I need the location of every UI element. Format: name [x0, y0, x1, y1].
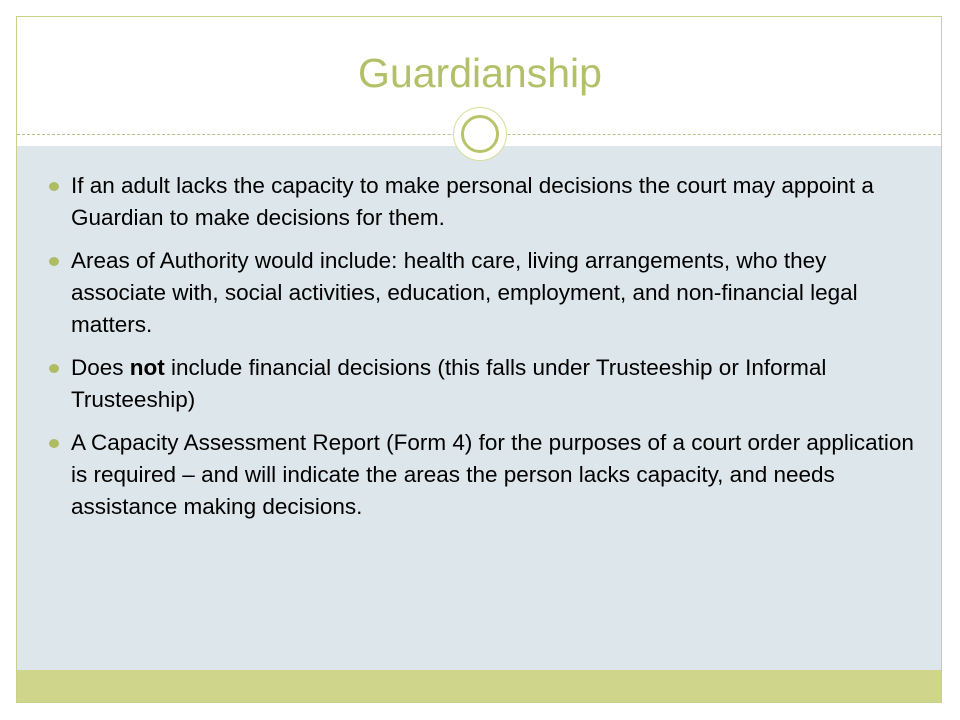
circle-ornament-icon: [453, 107, 507, 161]
slide-title: Guardianship: [358, 50, 602, 96]
bullet-text-prefix: Does: [71, 355, 130, 380]
bullet-item: [49, 170, 919, 234]
bullet-text: Areas of Authority would include: health care, living arrangements, who they associate with, social activities, education, employment, and non-financial legal matters.: [71, 248, 858, 337]
bullet-list: [49, 170, 919, 534]
bullet-text: A Capacity Assessment Report (Form 4) for the purposes of a court order application is required – and will indicate the areas the person lacks capacity, and needs assistance making decisions.: [71, 430, 914, 519]
bullet-item: [49, 245, 919, 341]
bullet-text-suffix: include financial decisions (this falls under Trusteeship or Informal Trusteeship): [71, 355, 827, 412]
bullet-item: [49, 352, 919, 416]
bullet-dot-icon: [49, 182, 59, 191]
bullet-dot-icon: [49, 439, 59, 448]
bullet-dot-icon: [49, 364, 59, 373]
bullet-emphasis: not: [129, 355, 165, 380]
bullet-dot-icon: [49, 257, 59, 266]
bullet-item: [49, 427, 919, 523]
bullet-text: If an adult lacks the capacity to make personal decisions the court may appoint a Guardian to make decisions for them.: [71, 173, 874, 230]
ring-icon: [461, 115, 499, 153]
bottom-band: [17, 670, 941, 702]
